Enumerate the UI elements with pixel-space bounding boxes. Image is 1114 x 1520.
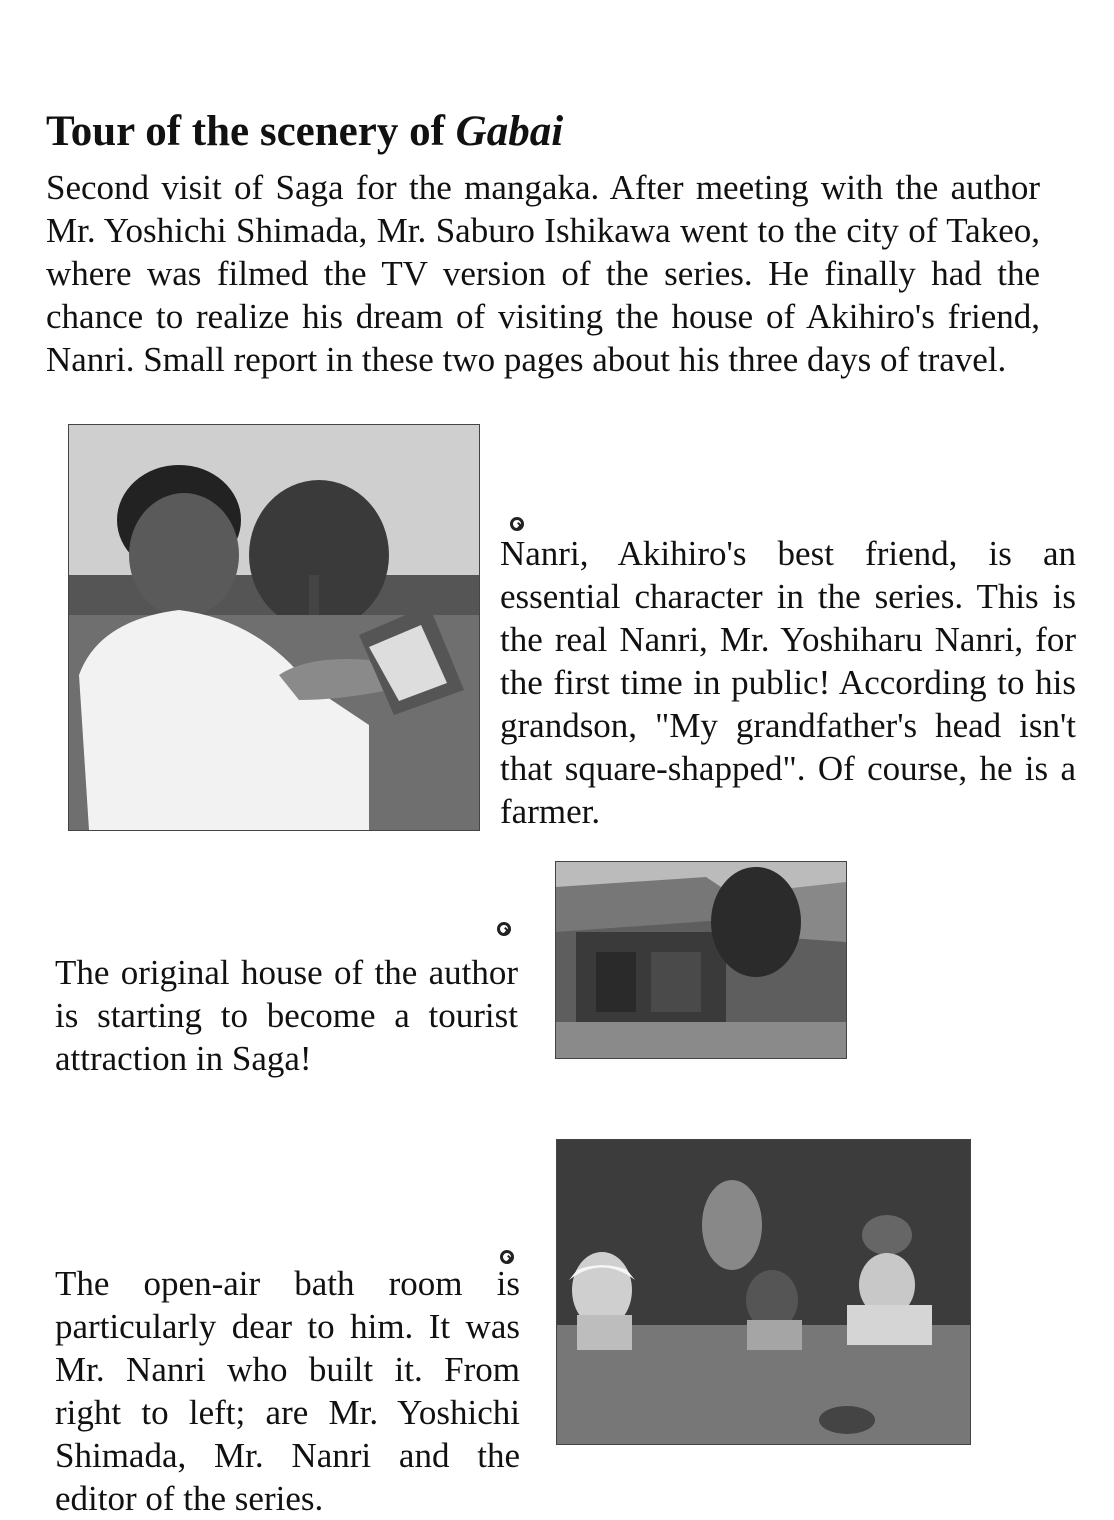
caption-bath: The open-air bath room is particularly dear to him. It was Mr. Nanri who built it. From right to left; are Mr. Yoshichi Shimada, Mr. Nanri and the editor of the series. (55, 1264, 520, 1518)
article-intro: Second visit of Saga for the mangaka. After meeting with the author Mr. Yoshichi Shimada, Mr. Saburo Ishikawa went to the city of Takeo, where was filmed the TV version of the series. He finally had the chance to realize his dream of visiting the house of Akihiro's friend, Nanri. Small report in these two pages about his three days of travel. (46, 168, 1040, 379)
bullet-arrow-icon (510, 517, 524, 531)
photo-author-house (555, 861, 847, 1059)
article-title-italic: Gabai (455, 108, 564, 155)
caption-house: The original house of the author is starting to become a tourist attraction in Saga! (55, 953, 518, 1078)
article-title: Tour of the scenery of Gabai (46, 108, 564, 155)
caption-nanri: Nanri, Akihiro's best friend, is an essential character in the series. This is the real Nanri, Mr. Yoshiharu Nanri, for the first time in public! According to his grandson, "My grandfather's head isn't that square-shapped". Of course, he is a farmer. (500, 534, 1076, 831)
photo-open-air-bath (556, 1139, 971, 1445)
photo-nanri-portrait (68, 424, 480, 831)
bullet-arrow-icon (497, 922, 511, 936)
